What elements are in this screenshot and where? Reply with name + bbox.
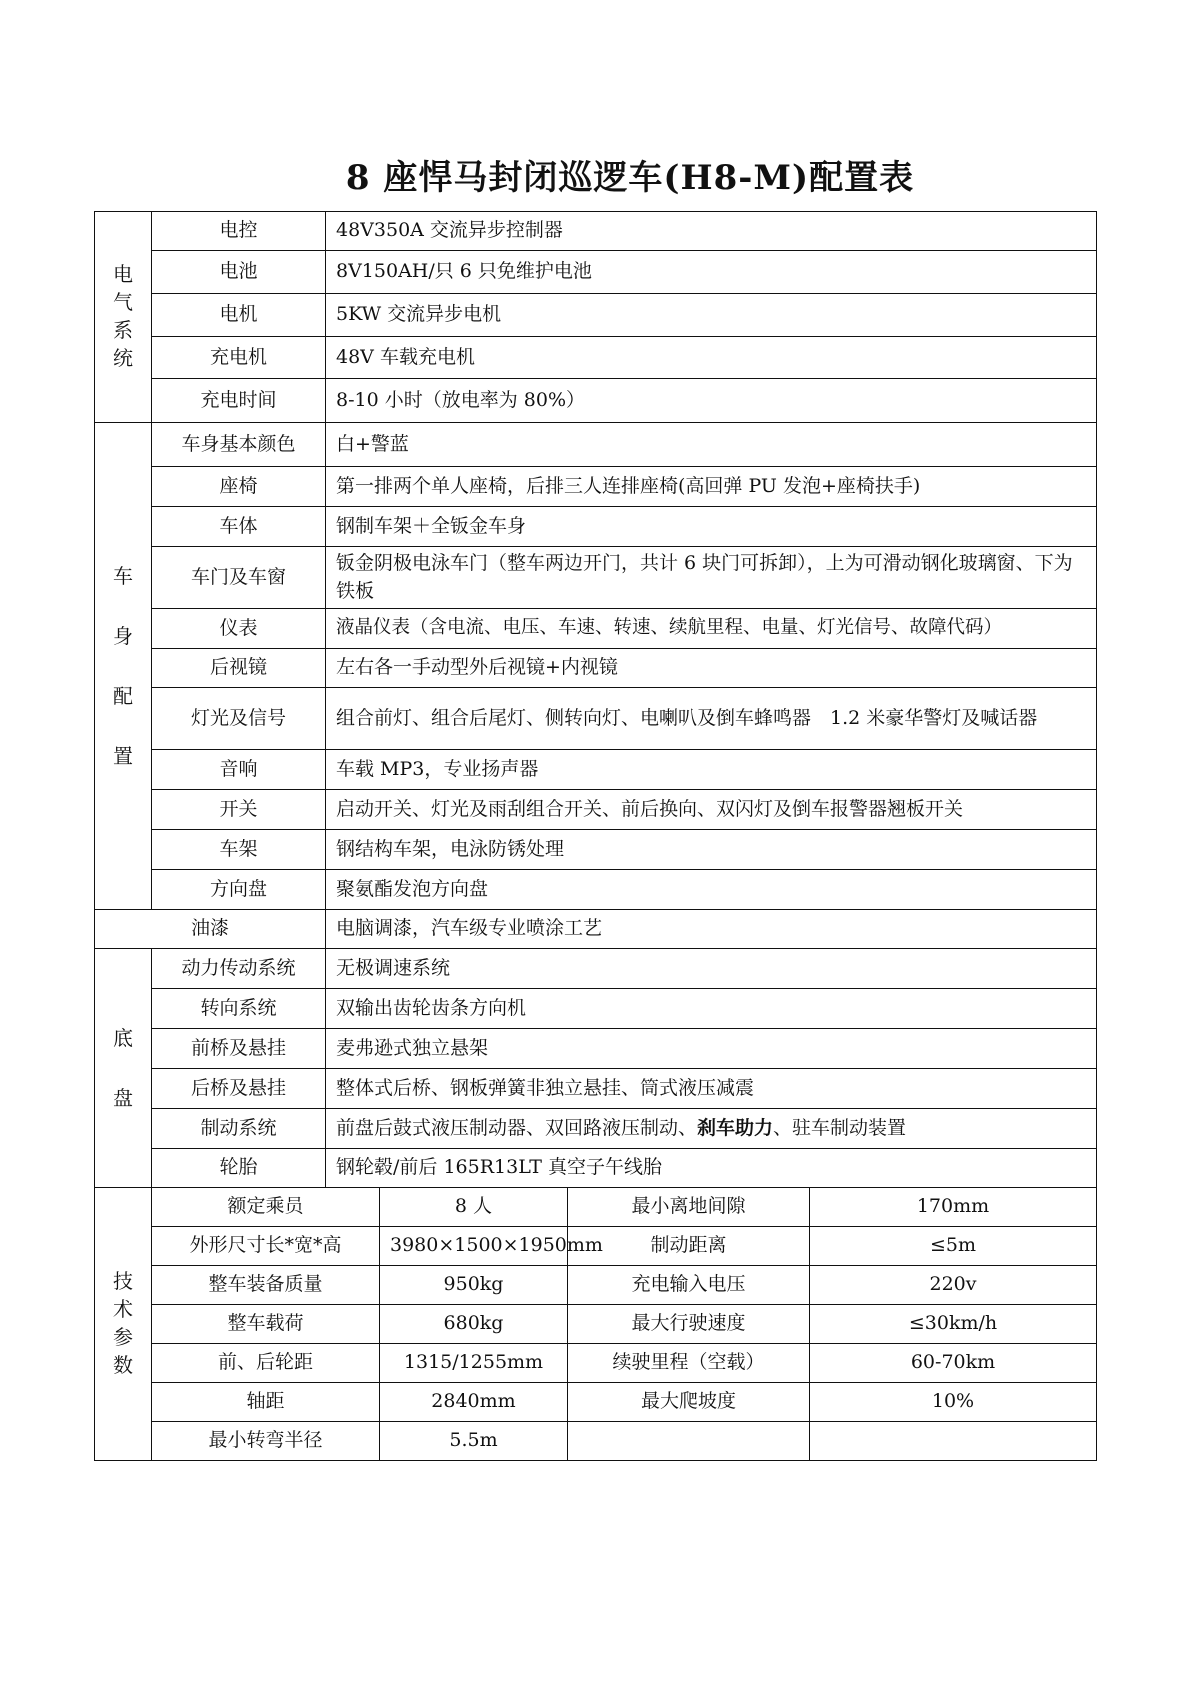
row-value: 8-10 小时（放电率为 80%） — [326, 379, 1097, 423]
section-body: 车身配置 — [95, 423, 152, 910]
param-label: 额定乘员 — [152, 1188, 380, 1227]
row-label: 轮胎 — [152, 1149, 326, 1188]
row-label: 车身基本颜色 — [152, 423, 326, 467]
row-label: 制动系统 — [152, 1109, 326, 1149]
table-row — [95, 989, 1097, 1029]
section-electrical: 电气系统 — [95, 212, 152, 423]
table-row — [95, 910, 1097, 949]
param-value — [810, 1422, 1097, 1461]
row-label: 座椅 — [152, 467, 326, 507]
table-row — [95, 507, 1097, 547]
row-value: 组合前灯、组合后尾灯、侧转向灯、电喇叭及倒车蜂鸣器 1.2 米豪华警灯及喊话器 — [326, 688, 1097, 750]
param-label: 最大爬坡度 — [568, 1383, 810, 1422]
row-value: 钢结构车架，电泳防锈处理 — [326, 830, 1097, 870]
table-row — [95, 294, 1097, 337]
row-label: 音响 — [152, 750, 326, 790]
row-value: 无极调速系统 — [326, 949, 1097, 989]
row-label: 车体 — [152, 507, 326, 547]
param-label: 制动距离 — [568, 1227, 810, 1266]
table-row — [95, 251, 1097, 294]
row-label: 后桥及悬挂 — [152, 1069, 326, 1109]
param-value: 60-70km — [810, 1344, 1097, 1383]
param-label: 整车载荷 — [152, 1305, 380, 1344]
row-label: 仪表 — [152, 609, 326, 649]
row-value: 5KW 交流异步电机 — [326, 294, 1097, 337]
param-label: 充电输入电压 — [568, 1266, 810, 1305]
row-label: 转向系统 — [152, 989, 326, 1029]
row-value: 钢轮毂/前后 165R13LT 真空子午线胎 — [326, 1149, 1097, 1188]
table-row — [95, 212, 1097, 251]
table-row — [95, 423, 1097, 467]
table-row — [95, 1383, 1097, 1422]
section-chassis: 底盘 — [95, 949, 152, 1188]
row-label: 电机 — [152, 294, 326, 337]
table-row — [95, 1305, 1097, 1344]
row-label: 后视镜 — [152, 649, 326, 688]
row-label: 动力传动系统 — [152, 949, 326, 989]
param-label — [568, 1422, 810, 1461]
row-label: 充电机 — [152, 337, 326, 379]
row-label: 车架 — [152, 830, 326, 870]
param-label: 轴距 — [152, 1383, 380, 1422]
table-row — [95, 649, 1097, 688]
param-value: 2840mm — [380, 1383, 568, 1422]
param-value: 220v — [810, 1266, 1097, 1305]
row-label: 电控 — [152, 212, 326, 251]
param-value: ≤5m — [810, 1227, 1097, 1266]
table-row — [95, 1109, 1097, 1149]
value-emphasis: 刹车助力 — [697, 1116, 774, 1139]
value-part: 、驻车制动装置 — [773, 1116, 907, 1139]
param-value: 3980×1500×1950mm — [380, 1227, 568, 1266]
row-value: 白+警蓝 — [326, 423, 1097, 467]
param-value: 170mm — [810, 1188, 1097, 1227]
row-label: 灯光及信号 — [152, 688, 326, 750]
row-value: 第一排两个单人座椅，后排三人连排座椅(高回弹 PU 发泡+座椅扶手) — [326, 467, 1097, 507]
table-row — [95, 337, 1097, 379]
param-label: 最小离地间隙 — [568, 1188, 810, 1227]
table-row — [95, 750, 1097, 790]
row-value: 麦弗逊式独立悬架 — [326, 1029, 1097, 1069]
config-table — [94, 211, 1097, 1461]
table-row — [95, 1029, 1097, 1069]
table-row — [95, 1422, 1097, 1461]
table-row — [95, 379, 1097, 423]
row-value: 整体式后桥、钢板弹簧非独立悬挂、筒式液压减震 — [326, 1069, 1097, 1109]
table-row — [95, 1149, 1097, 1188]
table-row — [95, 1069, 1097, 1109]
row-value: 48V350A 交流异步控制器 — [326, 212, 1097, 251]
param-value: 10% — [810, 1383, 1097, 1422]
row-label: 前桥及悬挂 — [152, 1029, 326, 1069]
page-title: 8 座悍马封闭巡逻车(H8-M)配置表 — [345, 158, 915, 198]
param-label: 前、后轮距 — [152, 1344, 380, 1383]
table-row — [95, 467, 1097, 507]
param-label: 整车装备质量 — [152, 1266, 380, 1305]
row-value: 电脑调漆，汽车级专业喷涂工艺 — [326, 910, 1097, 949]
param-label: 续驶里程（空载） — [568, 1344, 810, 1383]
row-value: 车载 MP3，专业扬声器 — [326, 750, 1097, 790]
row-label: 充电时间 — [152, 379, 326, 423]
row-label: 开关 — [152, 790, 326, 830]
param-label: 外形尺寸长*宽*高 — [152, 1227, 380, 1266]
row-value: 聚氨酯发泡方向盘 — [326, 870, 1097, 910]
table-row — [95, 609, 1097, 649]
section-tech: 技术参数 — [95, 1188, 152, 1461]
table-row — [95, 870, 1097, 910]
param-value: 8 人 — [380, 1188, 568, 1227]
row-value: 8V150AH/只 6 只免维护电池 — [326, 251, 1097, 294]
row-label: 油漆 — [95, 910, 326, 949]
param-value: ≤30km/h — [810, 1305, 1097, 1344]
table-row — [95, 1188, 1097, 1227]
table-row — [95, 688, 1097, 750]
row-label: 车门及车窗 — [152, 547, 326, 609]
table-row — [95, 949, 1097, 989]
value-part: 前盘后鼓式液压制动器、双回路液压制动、 — [336, 1116, 698, 1139]
row-label: 方向盘 — [152, 870, 326, 910]
row-label: 电池 — [152, 251, 326, 294]
param-value: 680kg — [380, 1305, 568, 1344]
table-row — [95, 1227, 1097, 1266]
row-value: 液晶仪表（含电流、电压、车速、转速、续航里程、电量、灯光信号、故障代码） — [326, 609, 1097, 649]
row-value: 钣金阴极电泳车门（整车两边开门，共计 6 块门可拆卸），上为可滑动钢化玻璃窗、下为铁板 — [326, 547, 1097, 609]
param-value: 5.5m — [380, 1422, 568, 1461]
table-row — [95, 830, 1097, 870]
row-value: 启动开关、灯光及雨刮组合开关、前后换向、双闪灯及倒车报警器翘板开关 — [326, 790, 1097, 830]
table-row — [95, 547, 1097, 609]
table-row — [95, 1344, 1097, 1383]
param-label: 最大行驶速度 — [568, 1305, 810, 1344]
param-label: 最小转弯半径 — [152, 1422, 380, 1461]
param-value: 950kg — [380, 1266, 568, 1305]
row-value: 左右各一手动型外后视镜+内视镜 — [326, 649, 1097, 688]
table-row — [95, 1266, 1097, 1305]
param-value: 1315/1255mm — [380, 1344, 568, 1383]
row-value: 48V 车载充电机 — [326, 337, 1097, 379]
row-value: 钢制车架＋全钣金车身 — [326, 507, 1097, 547]
row-value — [326, 1109, 1097, 1149]
row-value: 双输出齿轮齿条方向机 — [326, 989, 1097, 1029]
table-row — [95, 790, 1097, 830]
